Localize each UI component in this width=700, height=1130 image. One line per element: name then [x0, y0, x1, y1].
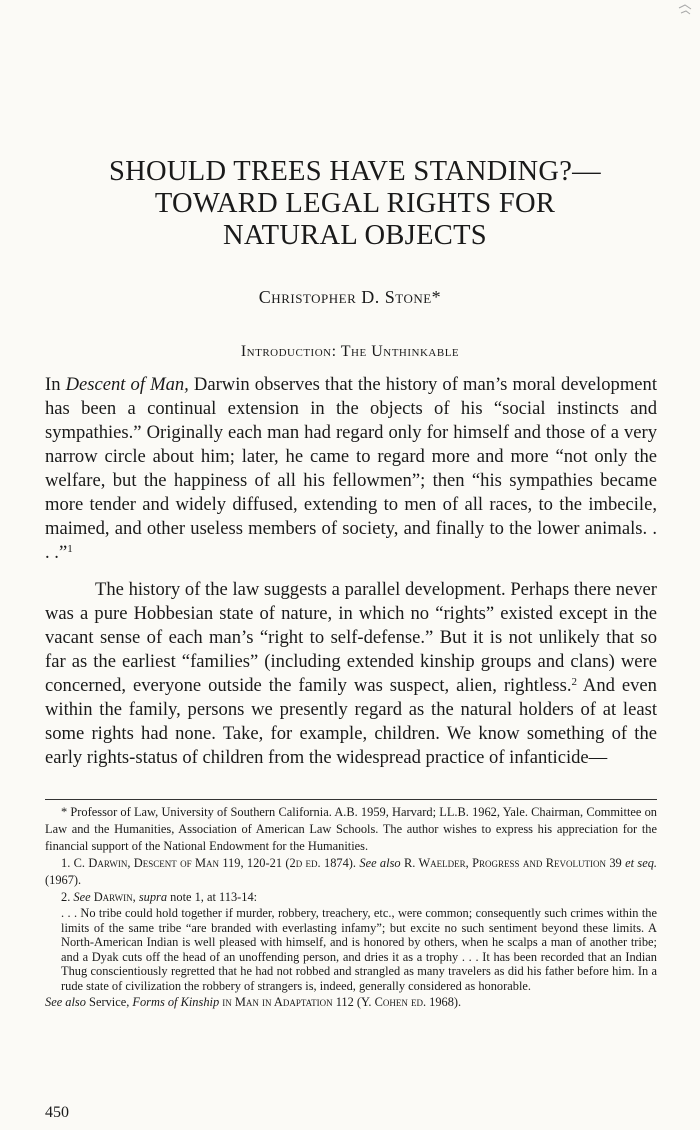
scan-artifact-glyph: [676, 2, 694, 20]
footnote-star: * Professor of Law, University of Southern California. A.B. 1959, Harvard; LL.B. 1962, Yale. Chairman, Committee on Law and the Humanities, Association of American Law Schools. The author wishes to express his appreciation for the financial support of the National Endowment for the Humanities.: [45, 805, 657, 853]
footnotes: [45, 804, 657, 1011]
scan-artifact-icon: [674, 2, 696, 24]
footnote-divider: [45, 799, 657, 800]
footnote-2-quotation: . . . No tribe could hold together if murder, robbery, treachery, etc., were common; consequently such crimes within the limits of the same tribe “are branded with everlasting infamy”; but excite no such sentiment beyond these limits. A North-American Indian is well pleased with himself, and is honored by others, when he scalps a man of another tribe; and a Dyak cuts off the head of an unoffending person, and dries it as a trophy . . . It has been recorded that an Indian Thug conscientiously regretted that he had not robbed and strangled as many travelers as did his father before him. In a rude state of civilization the robbery of strangers is, indeed, generally considered as honorable.: [61, 906, 657, 993]
article-body: [45, 373, 657, 770]
paragraph-1: In Descent of Man, Darwin observes that the history of man’s moral development has been a continual extension in the objects of his “social instincts and sympathies.” Originally each man had regard only for himself and those of a very narrow circle about him; later, he came to regard more and more “not only the welfare, but the happiness of all his fellowmen”; then “his sympathies became more tender and widely diffused, extending to men of all races, to the imbecile, maimed, and other useless members of society, and finally to the lower animals. . . .”$^1$: [45, 374, 657, 563]
footnote-2: 2. See Darwin, supra note 1, at 113-14:: [61, 890, 258, 904]
footnote-ref-2[interactable]: 2: [571, 676, 577, 688]
footnote-ref-1[interactable]: 1: [67, 543, 73, 555]
author-byline: Christopher D. Stone*: [258, 287, 442, 307]
title-line-2: TOWARD LEGAL RIGHTS FOR: [154, 188, 556, 219]
footnote-1: 1. C. Darwin, Descent of Man 119, 120-21 (2d ed. 1874). See also R. Waelder, Progress and Revolution 39 et seq. (1967).: [45, 856, 658, 887]
paragraph-2: The history of the law suggests a parallel development. Perhaps there never was a pure Hobbesian state of nature, in which no “rights” existed except in the vacant sense of each man’s “right to self-defense.” But it is not unlikely that so far as the earliest “families” (including extended kinship groups and clans) were concerned, everyone outside the family was suspect, alien, rightless.$^2$ And even within the family, persons we presently regard as the natural holders of at least some rights had none. Take, for example, children. We know something of the early rights-status of children from the widespread practice of infanticide—: [45, 579, 657, 768]
footnote-2-see-also: See also Service, Forms of Kinship in Man in Adaptation 112 (Y. Cohen ed. 1968).: [45, 994, 462, 1009]
article-title: [70, 156, 640, 252]
section-heading: Introduction: The Unthinkable: [240, 343, 460, 360]
book-title: Descent of Man,: [65, 374, 189, 395]
title-line-1: SHOULD TREES HAVE STANDING?—: [109, 156, 601, 187]
title-line-3: NATURAL OBJECTS: [223, 220, 487, 251]
page-number: 450: [45, 1104, 69, 1121]
